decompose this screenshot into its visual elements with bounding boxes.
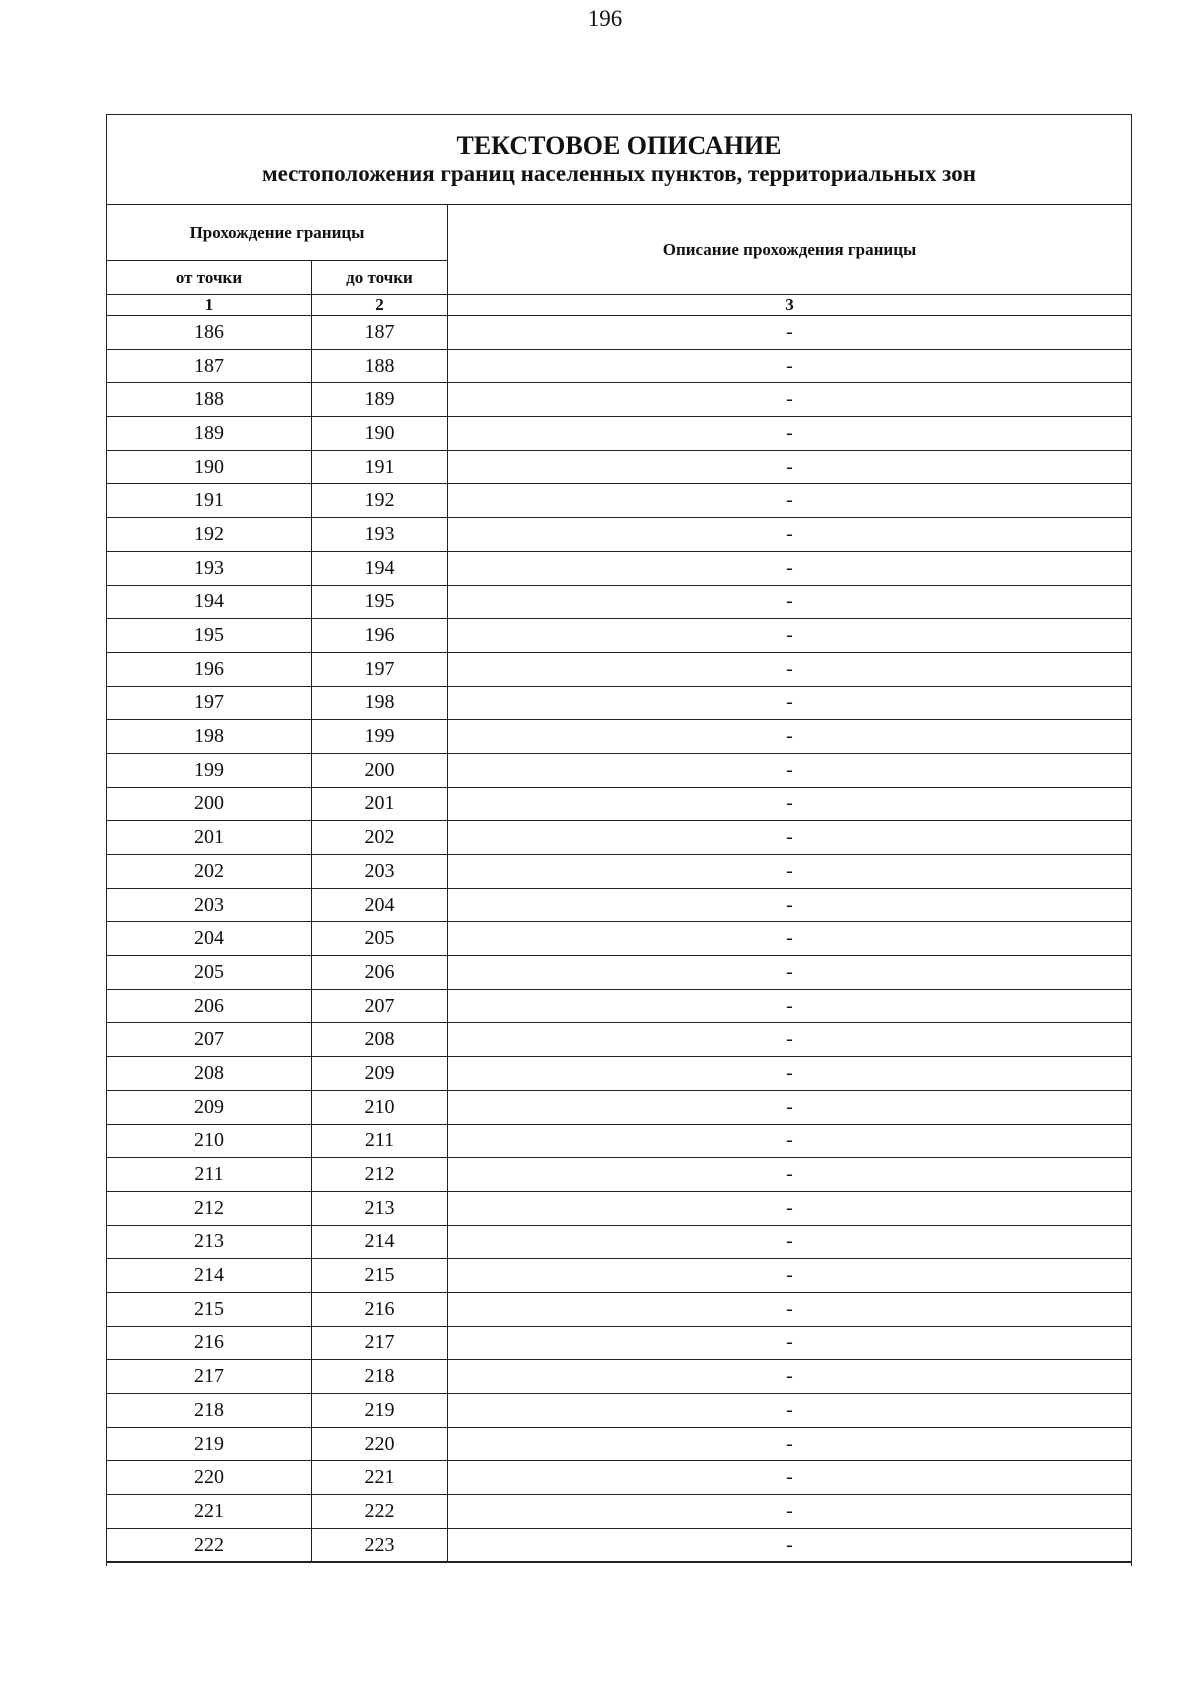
description-cell: - bbox=[448, 349, 1132, 383]
description-cell: - bbox=[448, 1326, 1132, 1360]
to-point-cell: 190 bbox=[312, 417, 448, 451]
description-cell: - bbox=[448, 720, 1132, 754]
from-point-cell: 186 bbox=[107, 316, 312, 350]
page-number: 196 bbox=[587, 6, 623, 31]
to-point-cell: 213 bbox=[312, 1191, 448, 1225]
to-point-cell: 222 bbox=[312, 1495, 448, 1529]
table-row bbox=[107, 922, 1132, 956]
from-point-cell: 189 bbox=[107, 417, 312, 451]
header-description: Описание прохождения границы bbox=[448, 205, 1132, 295]
table-row bbox=[107, 1360, 1132, 1394]
table-row bbox=[107, 484, 1132, 518]
description-cell: - bbox=[448, 652, 1132, 686]
table-row bbox=[107, 821, 1132, 855]
description-cell: - bbox=[448, 316, 1132, 350]
to-point-cell: 210 bbox=[312, 1090, 448, 1124]
table-row bbox=[107, 989, 1132, 1023]
table-row bbox=[107, 1259, 1132, 1293]
from-point-cell: 214 bbox=[107, 1259, 312, 1293]
description-cell: - bbox=[448, 787, 1132, 821]
description-cell: - bbox=[448, 753, 1132, 787]
description-cell: - bbox=[448, 855, 1132, 889]
to-point-cell: 200 bbox=[312, 753, 448, 787]
from-point-cell: 205 bbox=[107, 956, 312, 990]
from-point-cell: 206 bbox=[107, 989, 312, 1023]
from-point-cell: 211 bbox=[107, 1158, 312, 1192]
from-point-cell: 198 bbox=[107, 720, 312, 754]
description-cell: - bbox=[448, 1225, 1132, 1259]
group-header-boundary-passage: Прохождение границы bbox=[107, 205, 448, 261]
table-row bbox=[107, 1191, 1132, 1225]
table-row bbox=[107, 1023, 1132, 1057]
title-block bbox=[106, 114, 1132, 204]
column-number-2: 2 bbox=[312, 295, 448, 316]
from-point-cell: 220 bbox=[107, 1461, 312, 1495]
table-row bbox=[107, 1461, 1132, 1495]
from-point-cell: 216 bbox=[107, 1326, 312, 1360]
description-cell: - bbox=[448, 1191, 1132, 1225]
to-point-cell: 209 bbox=[312, 1057, 448, 1091]
description-cell: - bbox=[448, 484, 1132, 518]
to-point-cell: 219 bbox=[312, 1394, 448, 1428]
document-subtitle: местоположения границ населенных пунктов, территориальных зон bbox=[262, 161, 976, 186]
table-row bbox=[107, 787, 1132, 821]
table-row bbox=[107, 753, 1132, 787]
description-cell: - bbox=[448, 1090, 1132, 1124]
boundary-description-sheet bbox=[106, 114, 1132, 1566]
to-point-cell: 217 bbox=[312, 1326, 448, 1360]
to-point-cell: 202 bbox=[312, 821, 448, 855]
from-point-cell: 203 bbox=[107, 888, 312, 922]
table-row bbox=[107, 1225, 1132, 1259]
description-cell: - bbox=[448, 1427, 1132, 1461]
from-point-cell: 213 bbox=[107, 1225, 312, 1259]
to-point-cell: 208 bbox=[312, 1023, 448, 1057]
table-row bbox=[107, 855, 1132, 889]
table-body bbox=[107, 316, 1132, 1562]
to-point-cell: 212 bbox=[312, 1158, 448, 1192]
table-row bbox=[107, 1394, 1132, 1428]
table-row bbox=[107, 383, 1132, 417]
table-row bbox=[107, 619, 1132, 653]
from-point-cell: 219 bbox=[107, 1427, 312, 1461]
to-point-cell: 196 bbox=[312, 619, 448, 653]
from-point-cell: 188 bbox=[107, 383, 312, 417]
from-point-cell: 204 bbox=[107, 922, 312, 956]
to-point-cell: 215 bbox=[312, 1259, 448, 1293]
to-point-cell: 195 bbox=[312, 585, 448, 619]
table-row bbox=[107, 1427, 1132, 1461]
from-point-cell: 208 bbox=[107, 1057, 312, 1091]
from-point-cell: 195 bbox=[107, 619, 312, 653]
from-point-cell: 190 bbox=[107, 450, 312, 484]
to-point-cell: 201 bbox=[312, 787, 448, 821]
table-row bbox=[107, 1124, 1132, 1158]
to-point-cell: 194 bbox=[312, 551, 448, 585]
description-cell: - bbox=[448, 1259, 1132, 1293]
table-row bbox=[107, 1326, 1132, 1360]
to-point-cell: 214 bbox=[312, 1225, 448, 1259]
from-point-cell: 201 bbox=[107, 821, 312, 855]
from-point-cell: 215 bbox=[107, 1292, 312, 1326]
to-point-cell: 206 bbox=[312, 956, 448, 990]
to-point-cell: 188 bbox=[312, 349, 448, 383]
to-point-cell: 187 bbox=[312, 316, 448, 350]
description-cell: - bbox=[448, 1023, 1132, 1057]
description-cell: - bbox=[448, 1360, 1132, 1394]
description-cell: - bbox=[448, 383, 1132, 417]
header-from-point: от точки bbox=[107, 261, 312, 295]
to-point-cell: 205 bbox=[312, 922, 448, 956]
from-point-cell: 222 bbox=[107, 1528, 312, 1562]
description-cell: - bbox=[448, 888, 1132, 922]
table-row bbox=[107, 417, 1132, 451]
table-row bbox=[107, 585, 1132, 619]
table-row bbox=[107, 956, 1132, 990]
description-cell: - bbox=[448, 956, 1132, 990]
to-point-cell: 193 bbox=[312, 518, 448, 552]
table-row bbox=[107, 518, 1132, 552]
table-row bbox=[107, 1495, 1132, 1529]
to-point-cell: 220 bbox=[312, 1427, 448, 1461]
from-point-cell: 218 bbox=[107, 1394, 312, 1428]
table-row bbox=[107, 551, 1132, 585]
from-point-cell: 196 bbox=[107, 652, 312, 686]
table-row bbox=[107, 686, 1132, 720]
description-cell: - bbox=[448, 518, 1132, 552]
description-cell: - bbox=[448, 1495, 1132, 1529]
description-cell: - bbox=[448, 1057, 1132, 1091]
description-cell: - bbox=[448, 551, 1132, 585]
to-point-cell: 204 bbox=[312, 888, 448, 922]
from-point-cell: 212 bbox=[107, 1191, 312, 1225]
table-row bbox=[107, 720, 1132, 754]
document-title: ТЕКСТОВОЕ ОПИСАНИЕ bbox=[456, 131, 782, 160]
description-cell: - bbox=[448, 1124, 1132, 1158]
description-cell: - bbox=[448, 1394, 1132, 1428]
from-point-cell: 210 bbox=[107, 1124, 312, 1158]
table-row bbox=[107, 1528, 1132, 1562]
table-row bbox=[107, 888, 1132, 922]
description-cell: - bbox=[448, 585, 1132, 619]
description-cell: - bbox=[448, 686, 1132, 720]
from-point-cell: 194 bbox=[107, 585, 312, 619]
from-point-cell: 209 bbox=[107, 1090, 312, 1124]
column-number-1: 1 bbox=[107, 295, 312, 316]
from-point-cell: 187 bbox=[107, 349, 312, 383]
from-point-cell: 191 bbox=[107, 484, 312, 518]
table-bottom-rule bbox=[106, 1562, 1132, 1566]
table-row bbox=[107, 652, 1132, 686]
to-point-cell: 218 bbox=[312, 1360, 448, 1394]
description-cell: - bbox=[448, 450, 1132, 484]
description-cell: - bbox=[448, 417, 1132, 451]
description-cell: - bbox=[448, 1292, 1132, 1326]
description-cell: - bbox=[448, 619, 1132, 653]
header-to-point: до точки bbox=[312, 261, 448, 295]
from-point-cell: 199 bbox=[107, 753, 312, 787]
to-point-cell: 221 bbox=[312, 1461, 448, 1495]
from-point-cell: 193 bbox=[107, 551, 312, 585]
table-row bbox=[107, 1090, 1132, 1124]
description-cell: - bbox=[448, 922, 1132, 956]
table-row bbox=[107, 450, 1132, 484]
to-point-cell: 197 bbox=[312, 652, 448, 686]
to-point-cell: 189 bbox=[312, 383, 448, 417]
to-point-cell: 199 bbox=[312, 720, 448, 754]
column-number-3: 3 bbox=[448, 295, 1132, 316]
from-point-cell: 207 bbox=[107, 1023, 312, 1057]
table-row bbox=[107, 349, 1132, 383]
from-point-cell: 192 bbox=[107, 518, 312, 552]
to-point-cell: 216 bbox=[312, 1292, 448, 1326]
to-point-cell: 191 bbox=[312, 450, 448, 484]
to-point-cell: 223 bbox=[312, 1528, 448, 1562]
from-point-cell: 217 bbox=[107, 1360, 312, 1394]
from-point-cell: 221 bbox=[107, 1495, 312, 1529]
description-cell: - bbox=[448, 821, 1132, 855]
description-cell: - bbox=[448, 1528, 1132, 1562]
table-row bbox=[107, 316, 1132, 350]
to-point-cell: 198 bbox=[312, 686, 448, 720]
table-row bbox=[107, 1292, 1132, 1326]
to-point-cell: 203 bbox=[312, 855, 448, 889]
table-row bbox=[107, 1158, 1132, 1192]
from-point-cell: 200 bbox=[107, 787, 312, 821]
table-row bbox=[107, 1057, 1132, 1091]
boundary-table bbox=[106, 204, 1132, 1562]
from-point-cell: 202 bbox=[107, 855, 312, 889]
to-point-cell: 211 bbox=[312, 1124, 448, 1158]
description-cell: - bbox=[448, 1461, 1132, 1495]
description-cell: - bbox=[448, 989, 1132, 1023]
description-cell: - bbox=[448, 1158, 1132, 1192]
from-point-cell: 197 bbox=[107, 686, 312, 720]
to-point-cell: 207 bbox=[312, 989, 448, 1023]
to-point-cell: 192 bbox=[312, 484, 448, 518]
